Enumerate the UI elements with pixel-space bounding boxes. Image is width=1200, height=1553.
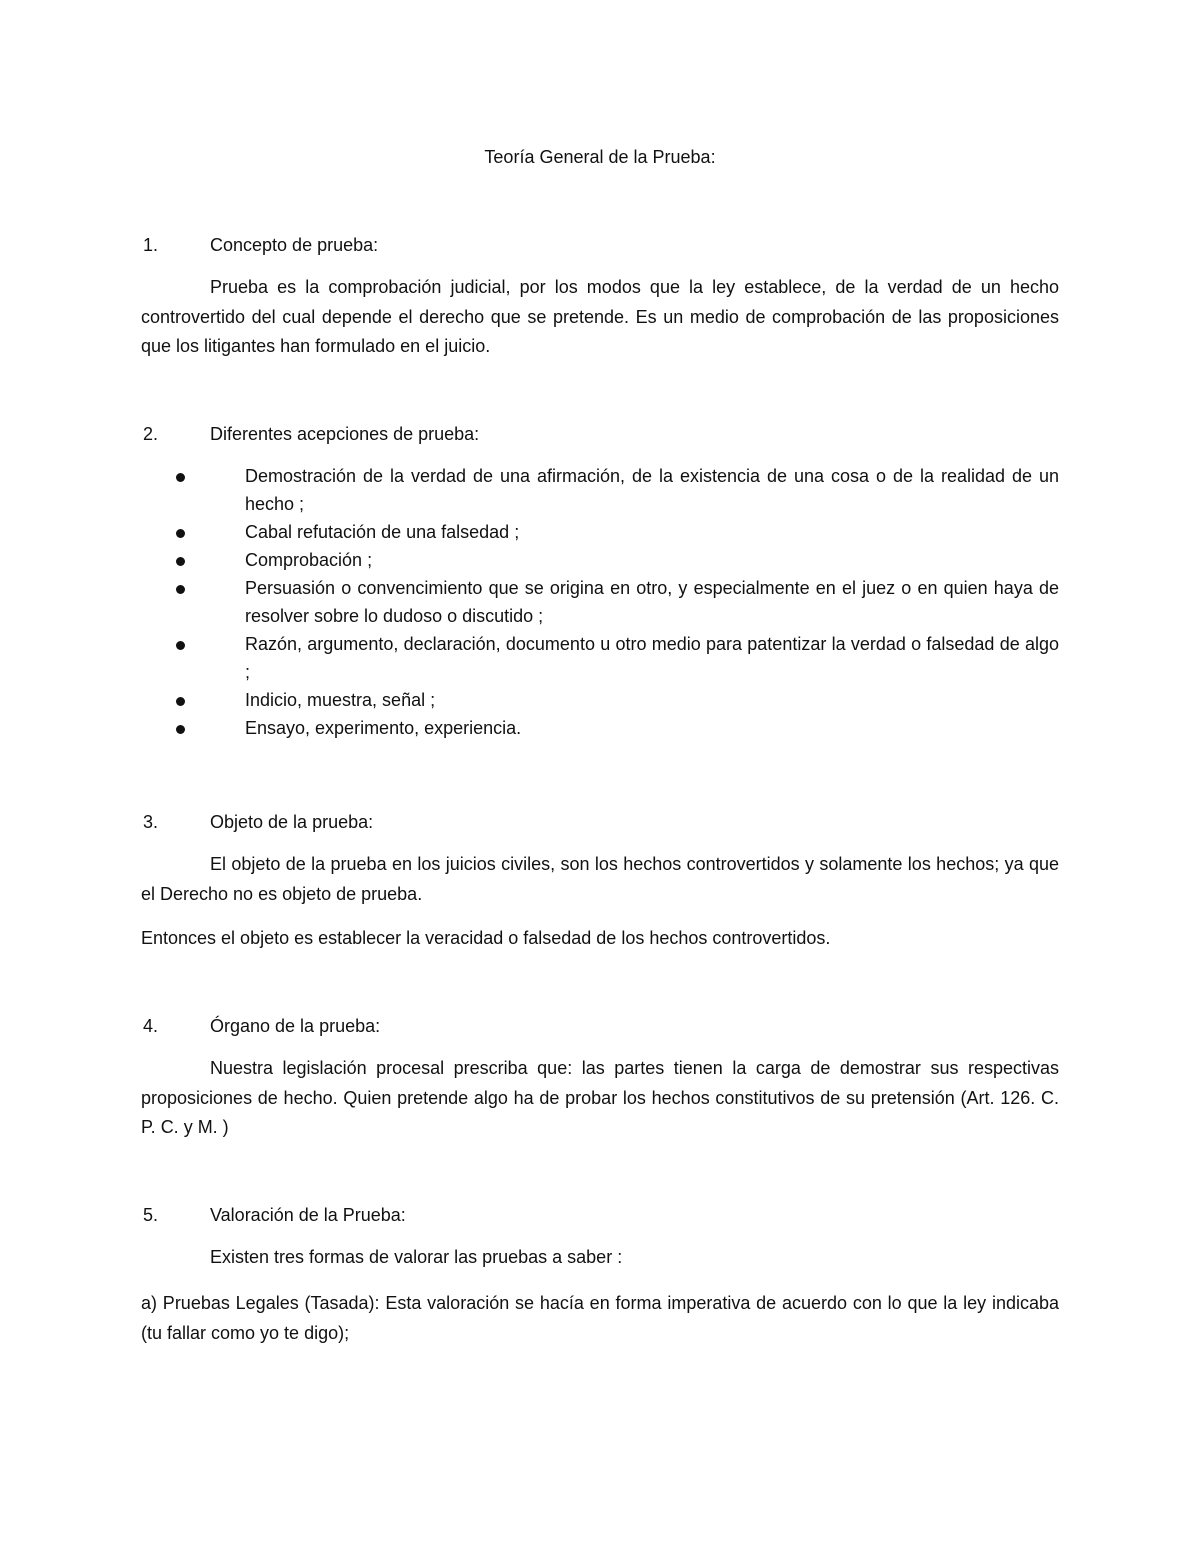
paragraph-organo: Nuestra legislación procesal prescriba que: las partes tienen la carga de demostrar sus respectivas proposiciones de hecho. Quien pretende algo ha de probar los hechos constitutivos de su pretensión (Art. 126. C. P. C. y M. ) [141,1058,1059,1137]
bullet-icon [176,529,185,538]
bullet-icon [176,697,185,706]
paragraph-valoracion-intro: Existen tres formas de valorar las pruebas a saber : [210,1247,623,1267]
list-item-text: Razón, argumento, declaración, documento u otro medio para patentizar la verdad o falsedad de algo ; [245,634,1059,682]
bullet-icon [176,725,185,734]
list-item [176,714,1059,742]
paragraph-pruebas-legales: a) Pruebas Legales (Tasada): Esta valoración se hacía en forma imperativa de acuerdo con lo que la ley indicaba (tu fallar como yo te digo); [141,1293,1059,1343]
section-number: 4. [143,1016,159,1036]
list-item-text: Indicio, muestra, señal ; [245,690,436,710]
document-title: Teoría General de la Prueba: [484,147,716,167]
section-number: 3. [143,812,159,832]
section-number: 2. [143,424,159,444]
paragraph-concepto: Prueba es la comprobación judicial, por los modos que la ley establece, de la verdad de un hecho controvertido del cual depende el derecho que se pretende. Es un medio de comprobación de las proposiciones que los litigantes han formulado en el juicio. [141,277,1059,356]
list-item [176,686,1059,714]
section-heading-objeto [143,808,373,836]
list-item [176,518,1059,546]
acepciones-list [176,462,1059,742]
list-item-text: Ensayo, experimento, experiencia. [245,718,522,738]
section-title: Concepto de prueba: [210,235,379,255]
section-title: Valoración de la Prueba: [210,1205,406,1225]
list-item-text: Cabal refutación de una falsedad ; [245,522,520,542]
section-number: 1. [143,235,159,255]
bullet-icon [176,557,185,566]
section-title: Objeto de la prueba: [210,812,374,832]
paragraph-objeto-conclusion: Entonces el objeto es establecer la veracidad o falsedad de los hechos controvertidos. [141,928,831,948]
section-heading-acepciones [143,420,479,448]
section-title: Diferentes acepciones de prueba: [210,424,480,444]
section-title: Órgano de la prueba: [210,1016,381,1036]
section-number: 5. [143,1205,159,1225]
list-item [176,630,1059,686]
list-item-text: Persuasión o convencimiento que se origina en otro, y especialmente en el juez o en quien haya de resolver sobre lo dudoso o discutido ; [245,578,1059,626]
list-item [176,574,1059,630]
list-item [176,462,1059,518]
list-item [176,546,1059,574]
list-item-text: Demostración de la verdad de una afirmación, de la existencia de una cosa o de la realidad de un hecho ; [245,466,1059,514]
bullet-icon [176,585,185,594]
paragraph-objeto: El objeto de la prueba en los juicios civiles, son los hechos controvertidos y solamente los hechos; ya que el Derecho no es objeto de prueba. [141,854,1059,904]
bullet-icon [176,473,185,482]
section-heading-concepto [143,231,378,259]
bullet-icon [176,641,185,650]
section-heading-valoracion [143,1201,406,1229]
section-heading-organo [143,1012,380,1040]
list-item-text: Comprobación ; [245,550,373,570]
